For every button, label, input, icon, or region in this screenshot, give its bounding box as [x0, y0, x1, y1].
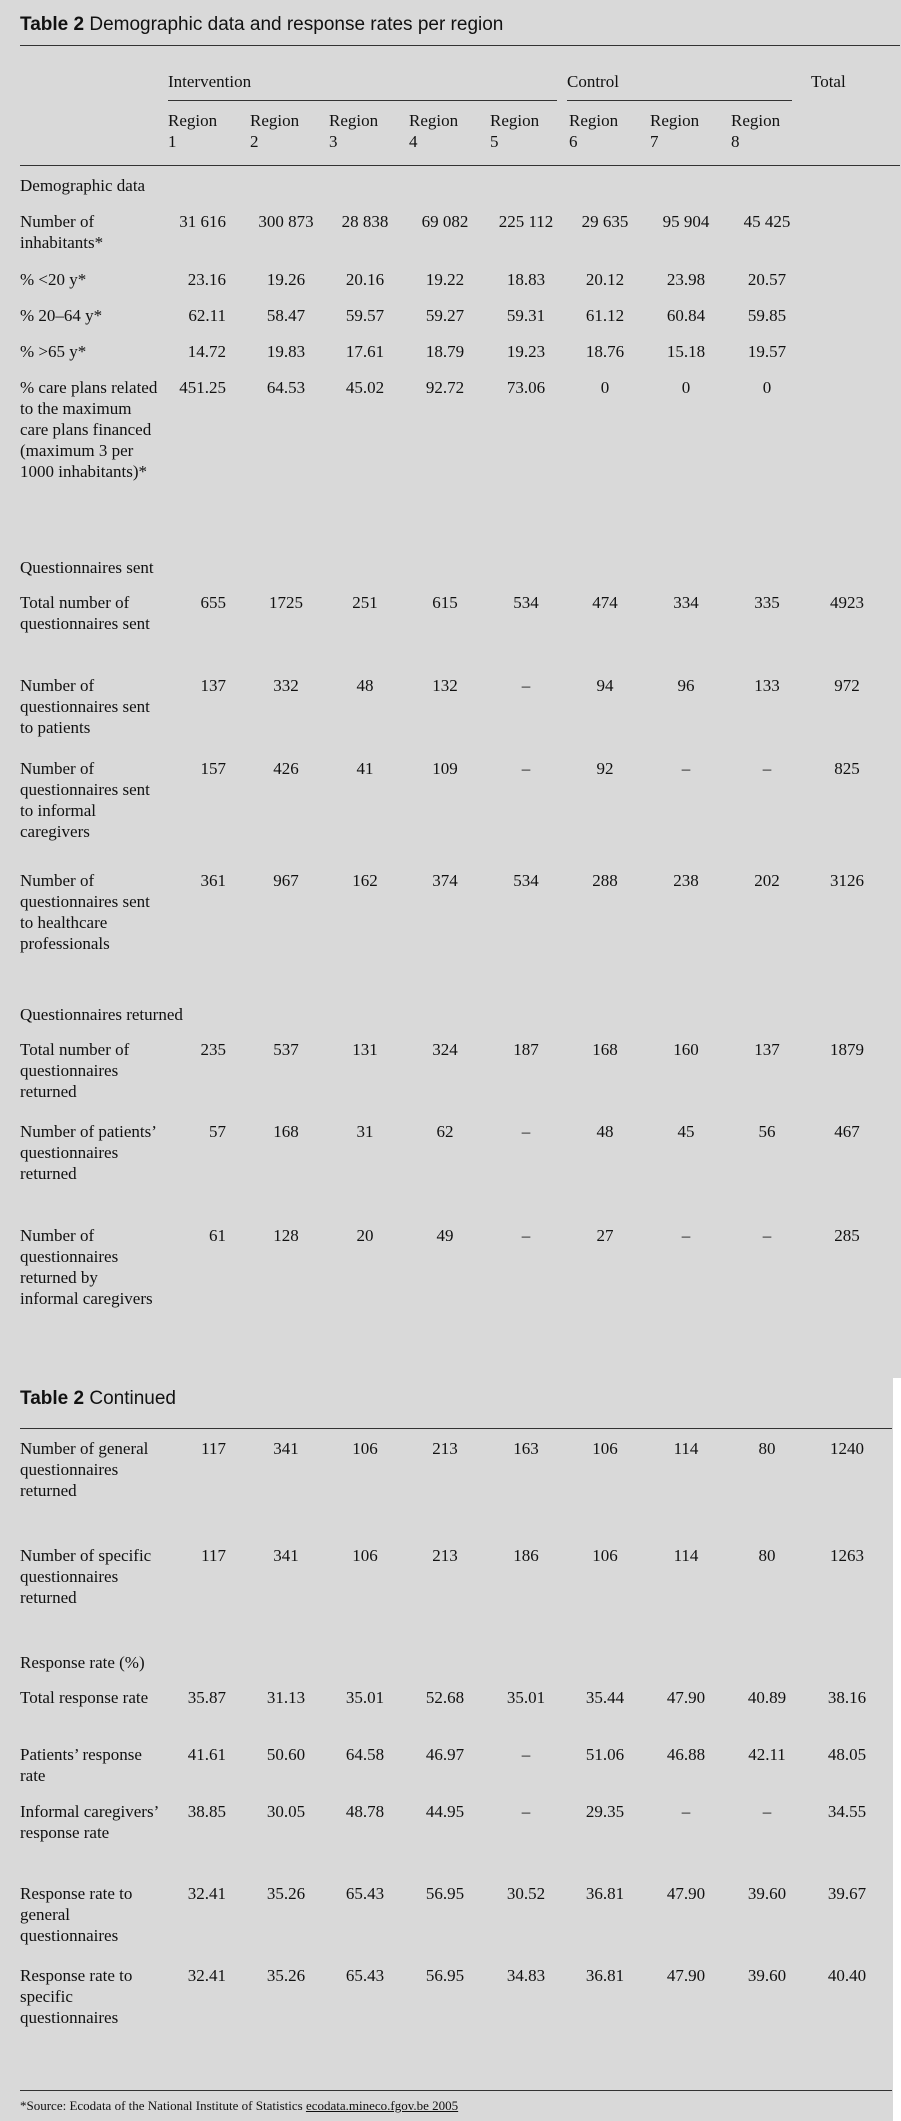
table-cell: 168	[273, 1122, 299, 1141]
table-cell: 61.12	[585, 306, 625, 325]
table-cell: 47.90	[666, 1884, 706, 1903]
table-cell: 56.95	[425, 1966, 465, 1985]
table-cell: 30.52	[506, 1884, 546, 1903]
table-cell: 1879	[830, 1040, 864, 1059]
bottom-rule	[20, 2090, 892, 2091]
table-cell: 65.43	[345, 1884, 385, 1903]
row-label: Response rate to specific questionnaires	[20, 1966, 133, 2027]
table-cell: 17.61	[345, 342, 385, 361]
table-cell: 0	[762, 378, 772, 397]
row-label: Patients’ response rate	[20, 1745, 142, 1785]
section-heading: Questionnaires sent	[20, 558, 154, 577]
table-cell: 29 635	[581, 212, 629, 231]
table-cell: 106	[592, 1546, 618, 1565]
table-cell: 45 425	[743, 212, 791, 231]
region-header-word: Region	[250, 111, 300, 130]
row-label: Total number of questionnaires sent	[20, 593, 150, 633]
row-label: Total number of questionnaires returned	[20, 1040, 130, 1101]
region-header-word: Region	[569, 111, 619, 130]
section-heading: Demographic data	[20, 176, 146, 195]
table-cell: 41	[356, 759, 374, 778]
table-cell: 341	[273, 1546, 299, 1565]
header-rule	[20, 165, 900, 166]
table-cell: 34.55	[827, 1802, 867, 1821]
region-header-word: Region	[490, 111, 540, 130]
table-cell: 19.26	[266, 270, 306, 289]
table-cell: 20	[356, 1226, 374, 1245]
region-header-number: 4	[409, 132, 418, 151]
table-cell: 35.01	[506, 1688, 546, 1707]
table-cell: 106	[352, 1546, 378, 1565]
table-cell: 59.57	[345, 306, 385, 325]
region-header-number: 2	[250, 132, 259, 151]
table-cell: 109	[432, 759, 458, 778]
region-header	[329, 110, 378, 152]
region-header-number: 5	[490, 132, 499, 151]
table-cell: 451.25	[179, 378, 226, 397]
table-cell: 972	[834, 676, 860, 695]
table-cell: 168	[592, 1040, 618, 1059]
table-cell: 65.43	[345, 1966, 385, 1985]
table-cell: 30.05	[266, 1802, 306, 1821]
region-header-word: Region	[650, 111, 700, 130]
table-cell: 28 838	[341, 212, 389, 231]
table-cell: 23.16	[187, 270, 226, 289]
table-cell: 213	[432, 1546, 458, 1565]
table-cell: 80	[758, 1546, 776, 1565]
table-cell: 94	[596, 676, 614, 695]
table-cell: 35.44	[585, 1688, 625, 1707]
region-header-number: 6	[569, 132, 578, 151]
table-cell: 1240	[830, 1439, 864, 1458]
row-label: Number of specific questionnaires returned	[20, 1546, 152, 1607]
table-cell: –	[521, 1802, 531, 1821]
table-number: Table 2	[20, 14, 85, 35]
table-cell: 18.79	[425, 342, 465, 361]
table-cell: 137	[200, 676, 226, 695]
table-cell: 35.87	[187, 1688, 226, 1707]
row-label: % care plans related to the maximum care plans financed (maximum 3 per 1000 inhabitants)*	[20, 378, 158, 481]
table-cell: 114	[673, 1546, 699, 1565]
table-cell: 31	[356, 1122, 374, 1141]
table-cell: 40.89	[747, 1688, 787, 1707]
group-header-intervention: Intervention	[168, 72, 252, 91]
region-header	[168, 110, 217, 152]
row-label: Number of questionnaires sent to healthcare professionals	[20, 871, 150, 953]
table-cell: 361	[200, 871, 226, 890]
table-cell: 374	[432, 871, 458, 890]
row-label: Number of general questionnaires returned	[20, 1439, 149, 1500]
table-cell: 20.12	[585, 270, 625, 289]
table-cell: 40.40	[827, 1966, 867, 1985]
table-cell: 235	[200, 1040, 226, 1059]
table-cell: 56.95	[425, 1884, 465, 1903]
table-cell: 19.23	[506, 342, 546, 361]
table-cell: 163	[513, 1439, 539, 1458]
region-header	[650, 110, 699, 152]
row-label: Informal caregivers’ response rate	[20, 1802, 158, 1842]
table-cell: –	[521, 1745, 531, 1764]
table-cell: 38.85	[187, 1802, 226, 1821]
table-continued-caption	[20, 1388, 176, 1410]
table-cell: 18.76	[585, 342, 625, 361]
table-cell: 186	[513, 1546, 539, 1565]
table-cell: 15.18	[666, 342, 706, 361]
region-header-word: Region	[168, 111, 218, 130]
table-continued-title: Continued	[89, 1388, 176, 1409]
table-cell: 187	[513, 1040, 539, 1059]
table-cell: 300 873	[258, 212, 314, 231]
table-cell: 49	[436, 1226, 454, 1245]
table-cell: 213	[432, 1439, 458, 1458]
table-cell: 133	[754, 676, 780, 695]
table-cell: 92.72	[425, 378, 465, 397]
table-cell: 35.26	[266, 1884, 306, 1903]
table-cell: 251	[352, 593, 378, 612]
group-header-control: Control	[567, 72, 619, 91]
table-cell: 18.83	[506, 270, 546, 289]
table-cell: 62	[436, 1122, 454, 1141]
table-cell: 20.16	[345, 270, 385, 289]
table-title: Demographic data and response rates per region	[89, 14, 504, 35]
table-cell: 335	[754, 593, 780, 612]
table-cell: –	[521, 759, 531, 778]
table-cell: 20.57	[747, 270, 787, 289]
table-cell: 32.41	[187, 1966, 226, 1985]
table-cell: 46.88	[666, 1745, 706, 1764]
table-cell: 47.90	[666, 1966, 706, 1985]
table-cell: –	[681, 1226, 691, 1245]
table-cell: 58.47	[266, 306, 306, 325]
table-cell: 19.22	[425, 270, 465, 289]
region-header	[490, 110, 539, 152]
table-cell: 45	[677, 1122, 695, 1141]
table-cell: 162	[352, 871, 378, 890]
table-cell: 615	[432, 593, 458, 612]
table-cell: 534	[513, 871, 539, 890]
table-cell: 426	[273, 759, 299, 778]
table-cell: 80	[758, 1439, 776, 1458]
table-cell: 0	[600, 378, 610, 397]
region-header-word: Region	[329, 111, 379, 130]
section-heading: Questionnaires returned	[20, 1005, 183, 1024]
region-header	[250, 110, 299, 152]
table-cell: 825	[834, 759, 860, 778]
table-cell: 114	[673, 1439, 699, 1458]
table-cell: 73.06	[506, 378, 546, 397]
row-label: Response rate to general questionnaires	[20, 1884, 133, 1945]
table-cell: 38.16	[827, 1688, 867, 1707]
table-cell: 57	[209, 1122, 226, 1141]
table-cell: 3126	[830, 871, 864, 890]
table-cell: 128	[273, 1226, 299, 1245]
table-cell: 48.78	[345, 1802, 385, 1821]
table-cell: 39.67	[827, 1884, 867, 1903]
table-cell: 467	[834, 1122, 860, 1141]
table-cell: 50.60	[266, 1745, 306, 1764]
group-header-total: Total	[811, 72, 846, 91]
table-cell: 31 616	[179, 212, 226, 231]
table-cell: 14.72	[187, 342, 226, 361]
top-rule	[20, 45, 900, 46]
section-heading: Response rate (%)	[20, 1653, 145, 1672]
table-cell: –	[762, 759, 772, 778]
table-cell: 4923	[830, 593, 864, 612]
table-cell: 137	[754, 1040, 780, 1059]
row-label: % 20–64 y*	[20, 306, 103, 325]
table-cell: 59.27	[425, 306, 465, 325]
table-cell: –	[521, 1226, 531, 1245]
row-label: % <20 y*	[20, 270, 87, 289]
region-header	[409, 110, 458, 152]
row-label: Number of questionnaires sent to informal caregivers	[20, 759, 150, 841]
table-cell: 534	[513, 593, 539, 612]
region-header-word: Region	[731, 111, 781, 130]
table-cell: –	[681, 759, 691, 778]
table-cell: 39.60	[747, 1884, 787, 1903]
table-cell: 95 904	[662, 212, 710, 231]
footnote-link[interactable]: ecodata.mineco.fgov.be 2005	[305, 2098, 459, 2113]
table-cell: 341	[273, 1439, 299, 1458]
table-cell: 41.61	[187, 1745, 226, 1764]
table-cell: –	[521, 1122, 531, 1141]
table-cell: 27	[596, 1226, 614, 1245]
table-cell: 157	[200, 759, 226, 778]
table-cell: 69 082	[421, 212, 469, 231]
region-header-number: 7	[650, 132, 659, 151]
table-cell: 48	[596, 1122, 614, 1141]
table-cell: 48	[356, 676, 374, 695]
table-cell: 35.26	[266, 1966, 306, 1985]
table-cell: 46.97	[425, 1745, 465, 1764]
table-cell: 51.06	[585, 1745, 625, 1764]
region-header-number: 3	[329, 132, 338, 151]
table-cell: 225 112	[498, 212, 554, 231]
footnote-text: *Source: Ecodata of the National Institute of Statistics	[20, 2098, 306, 2113]
table-cell: 288	[592, 871, 618, 890]
table-cell: 0	[681, 378, 691, 397]
table-cell: 334	[673, 593, 699, 612]
table-cell: 238	[673, 871, 699, 890]
table-cell: –	[762, 1802, 772, 1821]
table-cell: 35.01	[345, 1688, 385, 1707]
table-cell: 202	[754, 871, 780, 890]
table-continued-number: Table 2	[20, 1388, 85, 1409]
table-cell: 29.35	[585, 1802, 625, 1821]
table-cell: –	[521, 676, 531, 695]
table-cell: 64.58	[345, 1745, 385, 1764]
table-cell: 332	[273, 676, 299, 695]
region-header-number: 8	[731, 132, 740, 151]
table-cell: 132	[432, 676, 458, 695]
table-cell: 64.53	[266, 378, 306, 397]
table-cell: 39.60	[747, 1966, 787, 1985]
region-header-word: Region	[409, 111, 459, 130]
table-cell: 131	[352, 1040, 378, 1059]
table-cell: 59.85	[747, 306, 787, 325]
continued-top-rule	[20, 1428, 892, 1429]
row-label: Number of patients’ questionnaires returned	[20, 1122, 156, 1183]
table-cell: 19.83	[266, 342, 306, 361]
table-cell: 324	[432, 1040, 458, 1059]
table-cell: 23.98	[666, 270, 706, 289]
region-header-number: 1	[168, 132, 177, 151]
table-cell: –	[762, 1226, 772, 1245]
table-cell: 62.11	[188, 306, 226, 325]
footnote	[20, 2098, 458, 2114]
table-cell: 42.11	[748, 1745, 786, 1764]
table-cell: 31.13	[266, 1688, 306, 1707]
table-cell: 160	[673, 1040, 699, 1059]
table-cell: 1263	[830, 1546, 864, 1565]
table-cell: 44.95	[425, 1802, 465, 1821]
table-cell: 96	[677, 676, 695, 695]
table-cell: 52.68	[425, 1688, 465, 1707]
table-caption	[20, 14, 503, 36]
table-cell: 117	[201, 1439, 226, 1458]
table-cell: 92	[596, 759, 614, 778]
table-cell: 48.05	[827, 1745, 867, 1764]
table-cell: 36.81	[585, 1884, 625, 1903]
table-cell: 106	[592, 1439, 618, 1458]
table-cell: 655	[200, 593, 226, 612]
table-cell: 61	[209, 1226, 226, 1245]
table-cell: 60.84	[666, 306, 706, 325]
row-label: % >65 y*	[20, 342, 87, 361]
table-cell: 34.83	[506, 1966, 546, 1985]
intervention-rule	[168, 100, 557, 101]
table-cell: 106	[352, 1439, 378, 1458]
region-header	[731, 110, 780, 152]
row-label: Number of questionnaires sent to patients	[20, 676, 150, 737]
row-label: Number of questionnaires returned by informal caregivers	[20, 1226, 153, 1308]
region-header	[569, 110, 618, 152]
table-cell: 19.57	[747, 342, 787, 361]
table-cell: 967	[273, 871, 299, 890]
table-cell: 56	[758, 1122, 776, 1141]
table-cell: 285	[834, 1226, 860, 1245]
row-label: Total response rate	[20, 1688, 149, 1707]
table-cell: 32.41	[187, 1884, 226, 1903]
table-cell: 45.02	[345, 378, 385, 397]
table-cell: 537	[273, 1040, 299, 1059]
row-label: Number of inhabitants*	[20, 212, 104, 252]
table-cell: 59.31	[506, 306, 546, 325]
table-cell: 36.81	[585, 1966, 625, 1985]
control-rule	[567, 100, 792, 101]
table-cell: 474	[592, 593, 618, 612]
table-cell: 117	[201, 1546, 226, 1565]
table-cell: 47.90	[666, 1688, 706, 1707]
table-cell: 1725	[269, 593, 303, 612]
table-cell: –	[681, 1802, 691, 1821]
